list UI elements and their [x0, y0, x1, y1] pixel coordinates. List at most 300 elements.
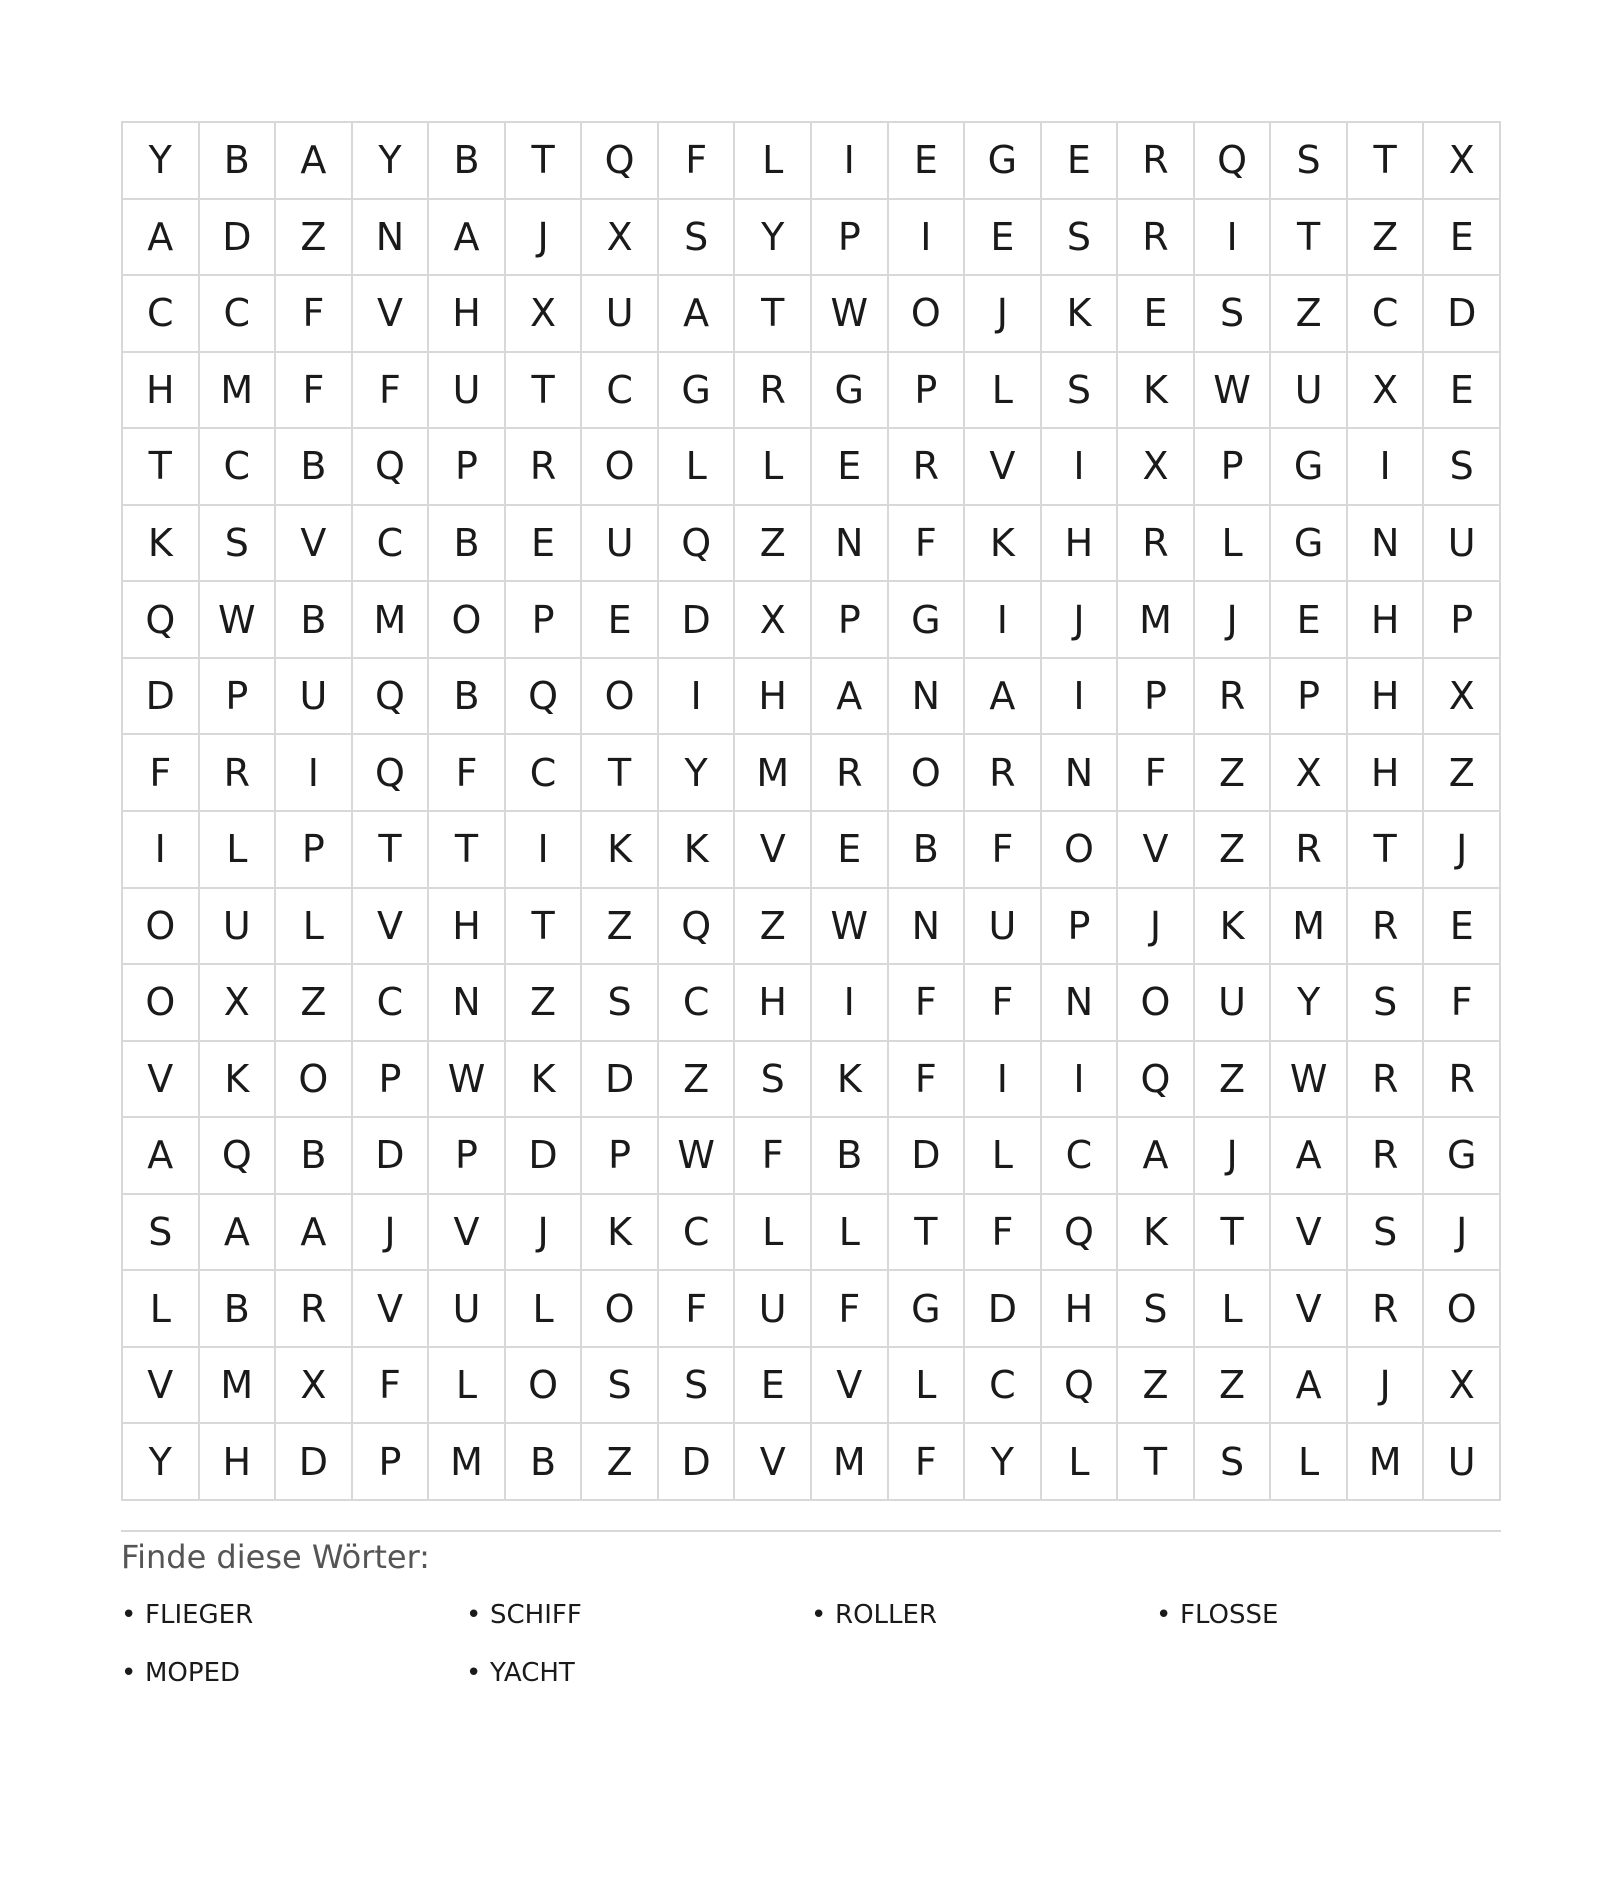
grid-cell[interactable]: Q — [1118, 1042, 1195, 1119]
grid-cell[interactable]: K — [1118, 353, 1195, 430]
grid-cell[interactable]: V — [1271, 1271, 1348, 1348]
grid-cell[interactable]: M — [200, 1348, 277, 1425]
grid-cell[interactable]: R — [1348, 1118, 1425, 1195]
grid-cell[interactable]: U — [1195, 965, 1272, 1042]
grid-cell[interactable]: U — [735, 1271, 812, 1348]
grid-cell[interactable]: F — [735, 1118, 812, 1195]
grid-cell[interactable]: P — [582, 1118, 659, 1195]
grid-cell[interactable]: O — [1042, 812, 1119, 889]
grid-cell[interactable]: B — [276, 429, 353, 506]
grid-cell[interactable]: Q — [659, 889, 736, 966]
grid-cell[interactable]: E — [812, 429, 889, 506]
grid-cell[interactable]: R — [1118, 123, 1195, 200]
grid-cell[interactable]: Q — [123, 582, 200, 659]
grid-cell[interactable]: O — [123, 965, 200, 1042]
grid-cell[interactable]: X — [1118, 429, 1195, 506]
grid-cell[interactable]: R — [735, 353, 812, 430]
grid-cell[interactable]: E — [1271, 582, 1348, 659]
grid-cell[interactable]: W — [200, 582, 277, 659]
grid-cell[interactable]: H — [1348, 582, 1425, 659]
grid-cell[interactable]: H — [123, 353, 200, 430]
grid-cell[interactable]: O — [582, 659, 659, 736]
grid-cell[interactable]: B — [276, 582, 353, 659]
grid-cell[interactable]: R — [1348, 889, 1425, 966]
grid-cell[interactable]: X — [1348, 353, 1425, 430]
grid-cell[interactable]: D — [659, 582, 736, 659]
grid-cell[interactable]: F — [659, 123, 736, 200]
grid-cell[interactable]: I — [1042, 1042, 1119, 1119]
grid-cell[interactable]: Q — [200, 1118, 277, 1195]
grid-cell[interactable]: K — [1195, 889, 1272, 966]
grid-cell[interactable]: P — [812, 200, 889, 277]
grid-cell[interactable]: K — [812, 1042, 889, 1119]
grid-cell[interactable]: W — [812, 889, 889, 966]
grid-cell[interactable]: L — [889, 1348, 966, 1425]
grid-cell[interactable]: O — [276, 1042, 353, 1119]
grid-cell[interactable]: H — [1348, 735, 1425, 812]
grid-cell[interactable]: N — [889, 659, 966, 736]
grid-cell[interactable]: G — [812, 353, 889, 430]
grid-cell[interactable]: I — [276, 735, 353, 812]
grid-cell[interactable]: Z — [276, 200, 353, 277]
grid-cell[interactable]: R — [1118, 200, 1195, 277]
grid-cell[interactable]: Z — [582, 1424, 659, 1501]
grid-cell[interactable]: H — [1348, 659, 1425, 736]
grid-cell[interactable]: K — [659, 812, 736, 889]
grid-cell[interactable]: O — [582, 1271, 659, 1348]
grid-cell[interactable]: C — [506, 735, 583, 812]
grid-cell[interactable]: I — [506, 812, 583, 889]
grid-cell[interactable]: J — [506, 200, 583, 277]
grid-cell[interactable]: R — [1348, 1271, 1425, 1348]
grid-cell[interactable]: P — [429, 1118, 506, 1195]
grid-cell[interactable]: I — [965, 582, 1042, 659]
grid-cell[interactable]: U — [429, 353, 506, 430]
grid-cell[interactable]: S — [1195, 1424, 1272, 1501]
grid-cell[interactable]: K — [200, 1042, 277, 1119]
grid-cell[interactable]: F — [889, 506, 966, 583]
grid-cell[interactable]: S — [1424, 429, 1501, 506]
grid-cell[interactable]: A — [123, 200, 200, 277]
grid-cell[interactable]: P — [429, 429, 506, 506]
grid-cell[interactable]: S — [659, 200, 736, 277]
grid-cell[interactable]: L — [812, 1195, 889, 1272]
grid-cell[interactable]: J — [506, 1195, 583, 1272]
grid-cell[interactable]: M — [200, 353, 277, 430]
grid-cell[interactable]: M — [1118, 582, 1195, 659]
grid-cell[interactable]: D — [582, 1042, 659, 1119]
grid-cell[interactable]: I — [659, 659, 736, 736]
grid-cell[interactable]: O — [1424, 1271, 1501, 1348]
grid-cell[interactable]: I — [1348, 429, 1425, 506]
grid-cell[interactable]: L — [506, 1271, 583, 1348]
grid-cell[interactable]: S — [659, 1348, 736, 1425]
grid-cell[interactable]: K — [1042, 276, 1119, 353]
grid-cell[interactable]: V — [353, 276, 430, 353]
grid-cell[interactable]: P — [1195, 429, 1272, 506]
grid-cell[interactable]: I — [812, 123, 889, 200]
grid-cell[interactable]: I — [812, 965, 889, 1042]
grid-cell[interactable]: U — [1424, 506, 1501, 583]
grid-cell[interactable]: A — [1271, 1118, 1348, 1195]
grid-cell[interactable]: M — [353, 582, 430, 659]
grid-cell[interactable]: F — [276, 353, 353, 430]
grid-cell[interactable]: K — [1118, 1195, 1195, 1272]
grid-cell[interactable]: N — [889, 889, 966, 966]
grid-cell[interactable]: E — [1424, 353, 1501, 430]
grid-cell[interactable]: E — [582, 582, 659, 659]
grid-cell[interactable]: J — [1348, 1348, 1425, 1425]
grid-cell[interactable]: O — [429, 582, 506, 659]
grid-cell[interactable]: A — [276, 123, 353, 200]
grid-cell[interactable]: D — [506, 1118, 583, 1195]
grid-cell[interactable]: F — [353, 1348, 430, 1425]
grid-cell[interactable]: R — [812, 735, 889, 812]
grid-cell[interactable]: Z — [1195, 812, 1272, 889]
grid-cell[interactable]: C — [965, 1348, 1042, 1425]
grid-cell[interactable]: U — [582, 276, 659, 353]
grid-cell[interactable]: R — [506, 429, 583, 506]
grid-cell[interactable]: K — [582, 1195, 659, 1272]
grid-cell[interactable]: A — [659, 276, 736, 353]
grid-cell[interactable]: F — [276, 276, 353, 353]
grid-cell[interactable]: X — [1424, 1348, 1501, 1425]
grid-cell[interactable]: F — [889, 965, 966, 1042]
grid-cell[interactable]: G — [659, 353, 736, 430]
grid-cell[interactable]: Y — [735, 200, 812, 277]
grid-cell[interactable]: B — [429, 123, 506, 200]
grid-cell[interactable]: N — [353, 200, 430, 277]
grid-cell[interactable]: C — [353, 965, 430, 1042]
grid-cell[interactable]: Y — [123, 1424, 200, 1501]
grid-cell[interactable]: B — [506, 1424, 583, 1501]
grid-cell[interactable]: F — [965, 965, 1042, 1042]
grid-cell[interactable]: U — [1271, 353, 1348, 430]
grid-cell[interactable]: L — [735, 429, 812, 506]
grid-cell[interactable]: H — [1042, 1271, 1119, 1348]
grid-cell[interactable]: V — [735, 1424, 812, 1501]
grid-cell[interactable]: S — [1348, 1195, 1425, 1272]
grid-cell[interactable]: L — [276, 889, 353, 966]
grid-cell[interactable]: G — [1271, 506, 1348, 583]
grid-cell[interactable]: E — [1042, 123, 1119, 200]
grid-cell[interactable]: L — [429, 1348, 506, 1425]
grid-cell[interactable]: H — [429, 276, 506, 353]
grid-cell[interactable]: F — [889, 1042, 966, 1119]
grid-cell[interactable]: C — [123, 276, 200, 353]
grid-cell[interactable]: E — [965, 200, 1042, 277]
grid-cell[interactable]: Q — [1042, 1195, 1119, 1272]
grid-cell[interactable]: L — [965, 1118, 1042, 1195]
grid-cell[interactable]: A — [276, 1195, 353, 1272]
grid-cell[interactable]: O — [582, 429, 659, 506]
grid-cell[interactable]: V — [812, 1348, 889, 1425]
grid-cell[interactable]: R — [1424, 1042, 1501, 1119]
grid-cell[interactable]: D — [1424, 276, 1501, 353]
grid-cell[interactable]: Z — [735, 889, 812, 966]
grid-cell[interactable]: U — [276, 659, 353, 736]
grid-cell[interactable]: L — [735, 1195, 812, 1272]
grid-cell[interactable]: S — [1271, 123, 1348, 200]
grid-cell[interactable]: R — [1118, 506, 1195, 583]
grid-cell[interactable]: I — [1042, 429, 1119, 506]
grid-cell[interactable]: P — [889, 353, 966, 430]
grid-cell[interactable]: L — [659, 429, 736, 506]
grid-cell[interactable]: P — [1118, 659, 1195, 736]
grid-cell[interactable]: R — [276, 1271, 353, 1348]
grid-cell[interactable]: I — [889, 200, 966, 277]
grid-cell[interactable]: I — [1195, 200, 1272, 277]
grid-cell[interactable]: U — [965, 889, 1042, 966]
grid-cell[interactable]: P — [1042, 889, 1119, 966]
grid-cell[interactable]: E — [735, 1348, 812, 1425]
grid-cell[interactable]: T — [735, 276, 812, 353]
grid-cell[interactable]: G — [1424, 1118, 1501, 1195]
grid-cell[interactable]: D — [965, 1271, 1042, 1348]
grid-cell[interactable]: S — [200, 506, 277, 583]
grid-cell[interactable]: F — [123, 735, 200, 812]
grid-cell[interactable]: P — [812, 582, 889, 659]
grid-cell[interactable]: S — [1042, 353, 1119, 430]
grid-cell[interactable]: J — [1195, 1118, 1272, 1195]
grid-cell[interactable]: B — [812, 1118, 889, 1195]
grid-cell[interactable]: N — [429, 965, 506, 1042]
grid-cell[interactable]: B — [200, 1271, 277, 1348]
grid-cell[interactable]: K — [965, 506, 1042, 583]
grid-cell[interactable]: W — [1195, 353, 1272, 430]
grid-cell[interactable]: F — [889, 1424, 966, 1501]
grid-cell[interactable]: N — [812, 506, 889, 583]
grid-cell[interactable]: J — [965, 276, 1042, 353]
grid-cell[interactable]: S — [735, 1042, 812, 1119]
grid-cell[interactable]: P — [276, 812, 353, 889]
grid-cell[interactable]: U — [582, 506, 659, 583]
grid-cell[interactable]: O — [889, 735, 966, 812]
grid-cell[interactable]: H — [735, 965, 812, 1042]
grid-cell[interactable]: C — [582, 353, 659, 430]
grid-cell[interactable]: P — [353, 1042, 430, 1119]
grid-cell[interactable]: Q — [506, 659, 583, 736]
grid-cell[interactable]: G — [889, 1271, 966, 1348]
grid-cell[interactable]: K — [506, 1042, 583, 1119]
grid-cell[interactable]: R — [1195, 659, 1272, 736]
grid-cell[interactable]: Y — [965, 1424, 1042, 1501]
grid-cell[interactable]: X — [276, 1348, 353, 1425]
grid-cell[interactable]: A — [812, 659, 889, 736]
grid-cell[interactable]: B — [276, 1118, 353, 1195]
grid-cell[interactable]: N — [1348, 506, 1425, 583]
grid-cell[interactable]: N — [1042, 735, 1119, 812]
grid-cell[interactable]: R — [200, 735, 277, 812]
grid-cell[interactable]: G — [965, 123, 1042, 200]
grid-cell[interactable]: K — [123, 506, 200, 583]
grid-cell[interactable]: P — [200, 659, 277, 736]
grid-cell[interactable]: A — [1271, 1348, 1348, 1425]
grid-cell[interactable]: T — [429, 812, 506, 889]
grid-cell[interactable]: E — [812, 812, 889, 889]
grid-cell[interactable]: V — [353, 889, 430, 966]
grid-cell[interactable]: L — [965, 353, 1042, 430]
grid-cell[interactable]: T — [353, 812, 430, 889]
grid-cell[interactable]: T — [1348, 812, 1425, 889]
grid-cell[interactable]: V — [353, 1271, 430, 1348]
grid-cell[interactable]: D — [276, 1424, 353, 1501]
grid-cell[interactable]: A — [123, 1118, 200, 1195]
grid-cell[interactable]: E — [1424, 889, 1501, 966]
grid-cell[interactable]: R — [889, 429, 966, 506]
grid-cell[interactable]: L — [123, 1271, 200, 1348]
grid-cell[interactable]: E — [1118, 276, 1195, 353]
grid-cell[interactable]: X — [506, 276, 583, 353]
grid-cell[interactable]: E — [1424, 200, 1501, 277]
grid-cell[interactable]: H — [429, 889, 506, 966]
grid-cell[interactable]: S — [1118, 1271, 1195, 1348]
grid-cell[interactable]: R — [1271, 812, 1348, 889]
grid-cell[interactable]: V — [123, 1348, 200, 1425]
grid-cell[interactable]: Q — [582, 123, 659, 200]
grid-cell[interactable]: W — [1271, 1042, 1348, 1119]
grid-cell[interactable]: S — [582, 965, 659, 1042]
grid-cell[interactable]: X — [1271, 735, 1348, 812]
grid-cell[interactable]: V — [1271, 1195, 1348, 1272]
grid-cell[interactable]: O — [506, 1348, 583, 1425]
grid-cell[interactable]: F — [965, 812, 1042, 889]
grid-cell[interactable]: C — [200, 429, 277, 506]
grid-cell[interactable]: Z — [1195, 735, 1272, 812]
grid-cell[interactable]: C — [659, 1195, 736, 1272]
grid-cell[interactable]: Y — [659, 735, 736, 812]
grid-cell[interactable]: A — [965, 659, 1042, 736]
grid-cell[interactable]: I — [123, 812, 200, 889]
grid-cell[interactable]: J — [1424, 812, 1501, 889]
grid-cell[interactable]: H — [735, 659, 812, 736]
grid-cell[interactable]: Z — [506, 965, 583, 1042]
grid-cell[interactable]: A — [200, 1195, 277, 1272]
grid-cell[interactable]: V — [1118, 812, 1195, 889]
grid-cell[interactable]: U — [200, 889, 277, 966]
grid-cell[interactable]: T — [1195, 1195, 1272, 1272]
grid-cell[interactable]: D — [123, 659, 200, 736]
grid-cell[interactable]: E — [506, 506, 583, 583]
grid-cell[interactable]: Q — [1042, 1348, 1119, 1425]
grid-cell[interactable]: V — [965, 429, 1042, 506]
grid-cell[interactable]: E — [889, 123, 966, 200]
grid-cell[interactable]: B — [200, 123, 277, 200]
grid-cell[interactable]: X — [1424, 123, 1501, 200]
grid-cell[interactable]: J — [1195, 582, 1272, 659]
grid-cell[interactable]: V — [429, 1195, 506, 1272]
grid-cell[interactable]: J — [1118, 889, 1195, 966]
grid-cell[interactable]: I — [965, 1042, 1042, 1119]
grid-cell[interactable]: C — [353, 506, 430, 583]
grid-cell[interactable]: D — [659, 1424, 736, 1501]
grid-cell[interactable]: R — [1348, 1042, 1425, 1119]
grid-cell[interactable]: V — [123, 1042, 200, 1119]
grid-cell[interactable]: W — [812, 276, 889, 353]
grid-cell[interactable]: B — [429, 659, 506, 736]
grid-cell[interactable]: H — [200, 1424, 277, 1501]
grid-cell[interactable]: L — [1042, 1424, 1119, 1501]
grid-cell[interactable]: G — [889, 582, 966, 659]
grid-cell[interactable]: T — [582, 735, 659, 812]
grid-cell[interactable]: T — [889, 1195, 966, 1272]
grid-cell[interactable]: D — [353, 1118, 430, 1195]
grid-cell[interactable]: P — [1271, 659, 1348, 736]
grid-cell[interactable]: U — [429, 1271, 506, 1348]
grid-cell[interactable]: S — [1348, 965, 1425, 1042]
grid-cell[interactable]: M — [1348, 1424, 1425, 1501]
grid-cell[interactable]: Y — [123, 123, 200, 200]
grid-cell[interactable]: P — [353, 1424, 430, 1501]
grid-cell[interactable]: A — [429, 200, 506, 277]
grid-cell[interactable]: G — [1271, 429, 1348, 506]
grid-cell[interactable]: L — [1195, 506, 1272, 583]
grid-cell[interactable]: Z — [1348, 200, 1425, 277]
grid-cell[interactable]: R — [965, 735, 1042, 812]
grid-cell[interactable]: Q — [353, 735, 430, 812]
grid-cell[interactable]: M — [812, 1424, 889, 1501]
grid-cell[interactable]: S — [123, 1195, 200, 1272]
grid-cell[interactable]: P — [506, 582, 583, 659]
grid-cell[interactable]: V — [276, 506, 353, 583]
grid-cell[interactable]: C — [1042, 1118, 1119, 1195]
grid-cell[interactable]: V — [735, 812, 812, 889]
grid-cell[interactable]: T — [1118, 1424, 1195, 1501]
grid-cell[interactable]: D — [200, 200, 277, 277]
grid-cell[interactable]: X — [582, 200, 659, 277]
grid-cell[interactable]: M — [429, 1424, 506, 1501]
grid-cell[interactable]: C — [200, 276, 277, 353]
grid-cell[interactable]: T — [1348, 123, 1425, 200]
grid-cell[interactable]: B — [429, 506, 506, 583]
grid-cell[interactable]: M — [1271, 889, 1348, 966]
grid-cell[interactable]: J — [353, 1195, 430, 1272]
grid-cell[interactable]: A — [1118, 1118, 1195, 1195]
grid-cell[interactable]: Z — [582, 889, 659, 966]
grid-cell[interactable]: M — [735, 735, 812, 812]
grid-cell[interactable]: C — [659, 965, 736, 1042]
grid-cell[interactable]: D — [889, 1118, 966, 1195]
grid-cell[interactable]: T — [506, 353, 583, 430]
grid-cell[interactable]: Z — [1424, 735, 1501, 812]
grid-cell[interactable]: Q — [659, 506, 736, 583]
grid-cell[interactable]: L — [1195, 1271, 1272, 1348]
grid-cell[interactable]: W — [659, 1118, 736, 1195]
grid-cell[interactable]: Z — [276, 965, 353, 1042]
grid-cell[interactable]: L — [735, 123, 812, 200]
grid-cell[interactable]: O — [889, 276, 966, 353]
grid-cell[interactable]: X — [200, 965, 277, 1042]
grid-cell[interactable]: K — [582, 812, 659, 889]
grid-cell[interactable]: J — [1424, 1195, 1501, 1272]
grid-cell[interactable]: Z — [1118, 1348, 1195, 1425]
grid-cell[interactable]: T — [1271, 200, 1348, 277]
grid-cell[interactable]: Z — [659, 1042, 736, 1119]
grid-cell[interactable]: H — [1042, 506, 1119, 583]
grid-cell[interactable]: P — [1424, 582, 1501, 659]
grid-cell[interactable]: L — [200, 812, 277, 889]
grid-cell[interactable]: X — [735, 582, 812, 659]
grid-cell[interactable]: Z — [1195, 1042, 1272, 1119]
grid-cell[interactable]: O — [1118, 965, 1195, 1042]
grid-cell[interactable]: Q — [353, 659, 430, 736]
grid-cell[interactable]: U — [1424, 1424, 1501, 1501]
grid-cell[interactable]: O — [123, 889, 200, 966]
grid-cell[interactable]: F — [812, 1271, 889, 1348]
grid-cell[interactable]: F — [659, 1271, 736, 1348]
grid-cell[interactable]: X — [1424, 659, 1501, 736]
grid-cell[interactable]: F — [1424, 965, 1501, 1042]
